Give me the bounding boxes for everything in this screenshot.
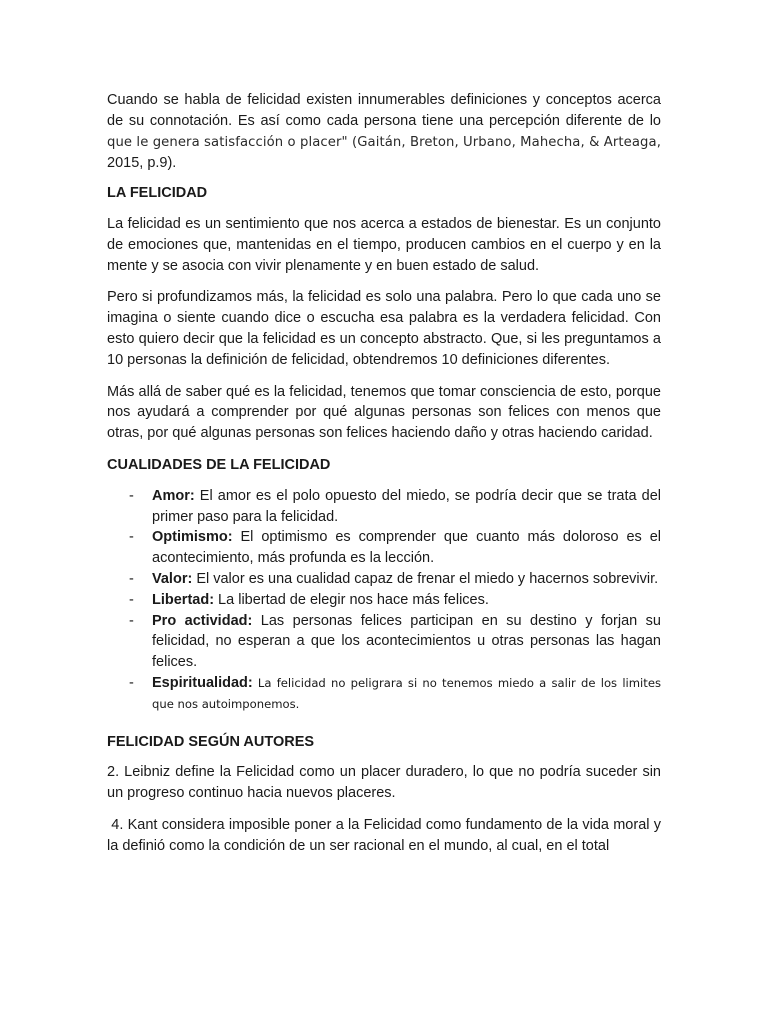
bullet-dash: - (129, 487, 134, 504)
item-text: El valor es una cualidad capaz de frenar el miedo y hacernos sobrevivir. (192, 570, 659, 587)
felicidad-paragraph-2: Pero si profundizamos más, la felicidad es solo una palabra. Pero lo que cada uno se imagina o siente cuando dice o escucha esa palabra es la verdadera felicidad. Con esto quiero decir que la felicidad es un concepto abstracto. Que, si les preguntamos a 10 personas la definición de felicidad, obtendremos 10 definiciones diferentes. (107, 289, 661, 368)
bullet-dash: - (129, 570, 134, 587)
heading-cualidades: CUALIDADES DE LA FELICIDAD (107, 456, 331, 473)
felicidad-paragraph-3: Más allá de saber qué es la felicidad, tenemos que tomar consciencia de esto, porque nos ayudará a comprender por qué algunas personas son felices con menos que otras, por qué algunas personas son felices haciendo daño y otras haciendo caridad. (107, 383, 661, 442)
item-term: Espiritualidad: (152, 674, 253, 691)
item-text: El amor es el polo opuesto del miedo, se podría decir que se trata del primer paso para la felicidad. (152, 487, 661, 525)
item-term: Libertad: (152, 591, 215, 608)
bullet-dash: - (129, 529, 134, 546)
item-term: Optimismo: (152, 529, 233, 546)
item-text: La libertad de elegir nos hace más felices. (214, 591, 489, 608)
autores-paragraph-kant: 4. Kant considera imposible poner a la Felicidad como fundamento de la vida moral y la definió como la condición de un ser racional en el mundo, al cual, en el total (107, 816, 666, 854)
autores-paragraph-leibniz: 2. Leibniz define la Felicidad como un placer duradero, lo que no podría suceder sin un progreso continuo hacia nuevos placeres. (107, 764, 661, 802)
intro-text-1: Cuando se habla de felicidad existen innumerables definiciones y conceptos acerca de su connotación. Es así como cada persona tiene una percepción diferente de lo (107, 92, 661, 129)
item-text: El optimismo es comprender que cuanto más doloroso es el acontecimiento, más profunda es la lección. (152, 529, 661, 567)
list-item-valor (107, 569, 661, 590)
intro-paragraph (107, 90, 661, 174)
bullet-dash: - (129, 591, 134, 608)
item-term: Valor: (152, 570, 193, 587)
item-text: Las personas felices participan en su destino y forjan su felicidad, no esperan a que los acontecimientos u otras personas las hagan felices. (152, 612, 661, 671)
cualidades-list (107, 486, 661, 715)
item-term: Pro actividad: (152, 612, 253, 629)
list-item-optimismo (107, 527, 661, 569)
intro-text-2: 2015, p.9). (107, 155, 177, 172)
list-item-libertad (107, 590, 661, 611)
item-term: Amor: (152, 487, 195, 504)
bullet-dash: - (129, 612, 134, 629)
felicidad-paragraph-1: La felicidad es un sentimiento que nos acerca a estados de bienestar. Es un conjunto de emociones que, mantenidas en el tiempo, producen cambios en el cuerpo y en la mente y se asocia con vivir plenamente y en buen estado de salud. (107, 215, 661, 274)
bullet-dash: - (129, 674, 134, 691)
heading-autores: FELICIDAD SEGÚN AUTORES (107, 733, 315, 750)
intro-citation: que le genera satisfacción o placer" (Gaitán, Breton, Urbano, Mahecha, & Arteaga, (107, 134, 661, 150)
list-item-espiritualidad (107, 673, 661, 715)
list-item-pro-actividad (107, 611, 661, 673)
heading-la-felicidad: LA FELICIDAD (107, 185, 208, 202)
item-text: La felicidad no peligrara si no tenemos miedo a salir de los limites que nos autoimponemos. (152, 675, 661, 711)
list-item-amor (107, 486, 661, 528)
